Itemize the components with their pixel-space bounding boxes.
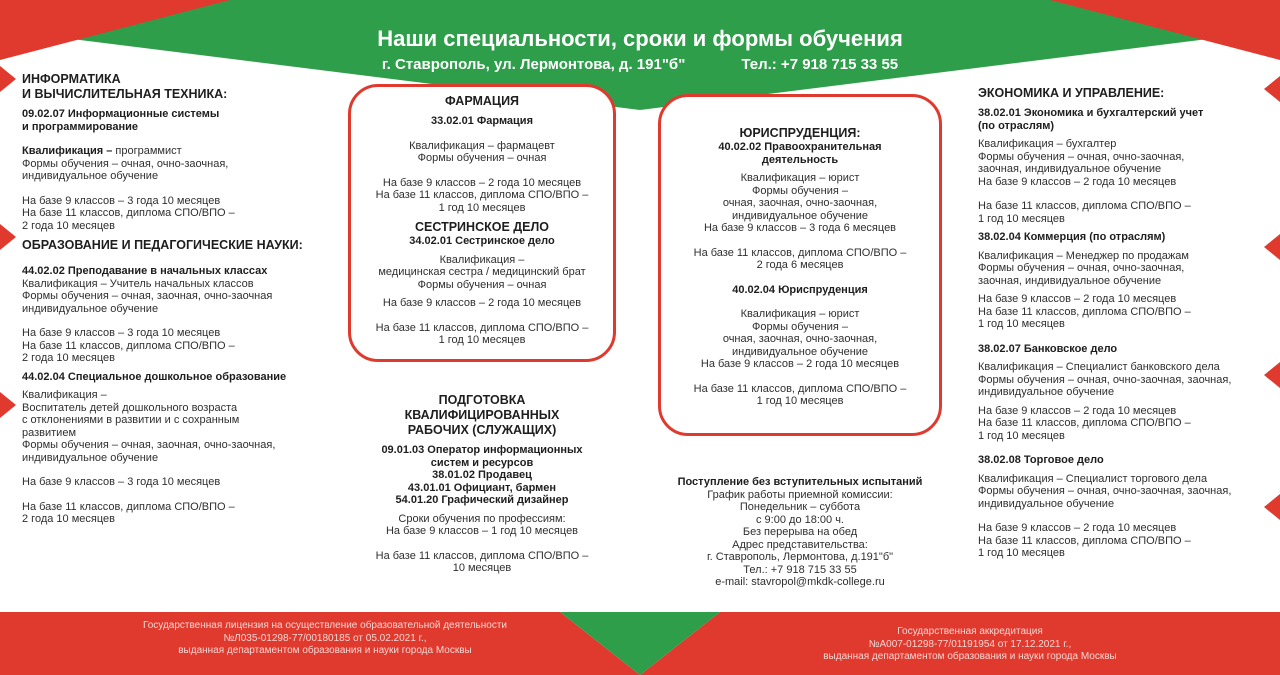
profession-title: 43.01.01 Официант, бармен bbox=[407, 481, 557, 494]
study-forms: Формы обучения – очная, очно-заочная, bbox=[22, 157, 229, 170]
section-heading: РАБОЧИХ (СЛУЖАЩИХ) bbox=[407, 423, 557, 437]
specialty-title: 34.02.01 Сестринское дело bbox=[409, 235, 555, 247]
left-marker-3 bbox=[0, 392, 16, 418]
study-term: 2 года 6 месяцев bbox=[756, 259, 844, 271]
column-informatics-education bbox=[22, 72, 322, 526]
study-forms: Формы обучения – очная, очно-заочная, заочная, bbox=[978, 485, 1232, 497]
qualification: Квалификация – Специалист банковского дела bbox=[978, 361, 1220, 373]
specialty-title: 38.02.04 Коммерция (по отраслям) bbox=[978, 231, 1166, 243]
study-term: На базе 11 классов, диплома СПО/ВПО – bbox=[375, 189, 589, 201]
qualification: Квалификация – юрист bbox=[740, 308, 860, 320]
study-term: На базе 9 классов – 2 года 10 месяцев bbox=[978, 175, 1177, 188]
study-term: На базе 11 классов, диплома СПО/ВПО – bbox=[22, 207, 235, 219]
header-phone: Тел.: +7 918 715 33 55 bbox=[741, 56, 899, 73]
study-term: На базе 11 классов, диплома СПО/ВПО – bbox=[375, 321, 589, 334]
study-term: На базе 9 классов – 2 года 10 месяцев bbox=[382, 297, 582, 309]
study-forms: Формы обучения – очная bbox=[417, 278, 547, 291]
admission-phone: Тел.: +7 918 715 33 55 bbox=[743, 563, 857, 576]
left-marker-1 bbox=[0, 66, 16, 92]
accreditation-line: выданная департаментом образования и науки города Москвы bbox=[823, 651, 1117, 662]
column-pharmacy-nursing bbox=[352, 94, 612, 347]
study-term: На базе 11 классов, диплома СПО/ВПО – bbox=[22, 500, 235, 513]
study-term: На базе 11 классов, диплома СПО/ВПО – bbox=[978, 305, 1191, 318]
admission-address: г. Ставрополь, Лермонтова, д.191"б" bbox=[706, 551, 894, 563]
section-heading: СЕСТРИНСКОЕ ДЕЛО bbox=[415, 220, 549, 234]
study-term: 1 год 10 месяцев bbox=[978, 547, 1065, 559]
study-term: На базе 9 классов – 2 года 10 месяцев bbox=[700, 358, 900, 370]
study-term: Сроки обучения по профессиям: bbox=[398, 512, 566, 525]
section-heading: ЮРИСПРУДЕНЦИЯ: bbox=[739, 126, 861, 140]
qualification: с отклонениями в развитии и с сохранным bbox=[22, 414, 240, 426]
qualification: развитием bbox=[22, 426, 77, 439]
profession-title: 54.01.20 Графический дизайнер bbox=[395, 494, 569, 506]
study-term: 2 года 10 месяцев bbox=[22, 352, 115, 364]
study-forms: индивидуальное обучение bbox=[978, 497, 1115, 510]
study-term: 2 года 10 месяцев bbox=[22, 513, 115, 525]
study-term: На базе 9 классов – 1 год 10 месяцев bbox=[385, 525, 579, 537]
study-forms: заочная, индивидуальное обучение bbox=[978, 274, 1162, 287]
column-economics bbox=[978, 86, 1268, 560]
qualification: Квалификация – бухгалтер bbox=[978, 138, 1117, 150]
admission-heading: Поступление без вступительных испытаний bbox=[677, 476, 923, 488]
license-line: №Л035-01298-77/00180185 от 05.02.2021 г., bbox=[223, 632, 427, 644]
section-heading: И ВЫЧИСЛИТЕЛЬНАЯ ТЕХНИКА: bbox=[22, 87, 228, 101]
study-forms: Формы обучения – очная, очно-заочная, bbox=[978, 150, 1185, 163]
qualification: Квалификация – bbox=[22, 389, 107, 401]
specialty-title: 38.02.08 Торговое дело bbox=[978, 454, 1104, 466]
study-term: На базе 11 классов, диплома СПО/ВПО – bbox=[978, 534, 1191, 547]
profession-title: 38.01.02 Продавец bbox=[432, 469, 532, 481]
qualification: Квалификация – программист bbox=[22, 145, 182, 157]
study-forms: Формы обучения – bbox=[752, 320, 848, 333]
section-heading: КВАЛИФИЦИРОВАННЫХ bbox=[404, 408, 560, 422]
study-forms: индивидуальное обучение bbox=[22, 451, 159, 464]
study-term: На базе 9 классов – 2 года 10 месяцев bbox=[978, 293, 1177, 305]
column-workers-training bbox=[352, 393, 612, 575]
qualification: Квалификация – Менеджер по продажам bbox=[978, 249, 1189, 262]
study-term: На базе 9 классов – 2 года 10 месяцев bbox=[382, 176, 582, 189]
profession-title: систем и ресурсов bbox=[430, 456, 534, 469]
study-term: На базе 9 классов – 3 года 10 месяцев bbox=[22, 476, 221, 488]
admission-line: Понедельник – суббота bbox=[739, 501, 861, 513]
study-forms: индивидуальное обучение bbox=[22, 170, 159, 182]
specialty-title: 38.02.07 Банковское дело bbox=[978, 342, 1118, 355]
study-term: На базе 9 классов – 3 года 10 месяцев bbox=[22, 327, 221, 339]
admission-line: Без перерыва на обед bbox=[742, 526, 858, 538]
specialty-title: 38.02.01 Экономика и бухгалтерский учет bbox=[978, 107, 1204, 119]
specialty-title: 44.02.02 Преподавание в начальных классах bbox=[22, 265, 268, 277]
qualification: Воспитатель детей дошкольного возраста bbox=[22, 401, 238, 414]
study-term: 10 месяцев bbox=[452, 562, 512, 574]
page-title: Наши специальности, сроки и формы обучения bbox=[377, 26, 903, 51]
specialty-title: 33.02.01 Фармация bbox=[430, 115, 533, 127]
profession-title: 09.01.03 Оператор информационных bbox=[381, 444, 583, 456]
specialty-title: 09.02.07 Информационные системы bbox=[22, 108, 220, 120]
study-forms: индивидуальное обучение bbox=[978, 386, 1115, 398]
accreditation-line: №А007-01298-77/01191954 от 17.12.2021 г., bbox=[868, 638, 1072, 650]
specialty-title: 40.02.04 Юриспруденция bbox=[732, 283, 868, 296]
qualification: Квалификация – Учитель начальных классов bbox=[22, 277, 254, 290]
license-line: выданная департаментом образования и науки города Москвы bbox=[178, 645, 472, 656]
page-header bbox=[300, 24, 980, 76]
section-heading: ПОДГОТОВКА bbox=[438, 393, 526, 407]
section-heading: ИНФОРМАТИКА bbox=[22, 72, 121, 86]
study-forms: Формы обучения – очная, очно-заочная, bbox=[978, 262, 1185, 274]
header-contacts bbox=[300, 54, 980, 76]
study-forms: индивидуальное обучение bbox=[731, 209, 869, 222]
study-term: На базе 9 классов – 3 года 6 месяцев bbox=[703, 222, 897, 234]
study-term: На базе 11 классов, диплома СПО/ВПО – bbox=[375, 549, 589, 562]
study-forms: Формы обучения – очная bbox=[417, 152, 547, 164]
study-term: На базе 11 классов, диплома СПО/ВПО – bbox=[22, 339, 235, 352]
study-forms: индивидуальное обучение bbox=[731, 345, 869, 358]
qualification: Квалификация – Специалист торгового дела bbox=[978, 472, 1208, 485]
study-term: 1 год 10 месяцев bbox=[978, 212, 1065, 225]
section-heading: ОБРАЗОВАНИЕ И ПЕДАГОГИЧЕСКИЕ НАУКИ: bbox=[22, 238, 303, 252]
study-term: 1 год 10 месяцев bbox=[978, 429, 1065, 442]
study-forms: заочная, индивидуальное обучение bbox=[978, 163, 1162, 175]
admission-line: Адрес представительства: bbox=[732, 538, 868, 551]
study-forms: очная, заочная, очно-заочная, bbox=[722, 333, 878, 345]
specialty-title: 40.02.02 Правоохранительная bbox=[718, 141, 882, 153]
study-term: 1 год 10 месяцев bbox=[438, 201, 526, 214]
specialty-title: деятельность bbox=[761, 153, 839, 166]
study-forms: очная, заочная, очно-заочная, bbox=[722, 197, 878, 209]
study-term: На базе 11 классов, диплома СПО/ВПО – bbox=[978, 200, 1191, 212]
footer-license bbox=[60, 620, 590, 658]
study-forms: индивидуальное обучение bbox=[22, 302, 159, 315]
admission-line: График работы приемной комиссии: bbox=[707, 488, 893, 501]
study-term: 1 год 10 месяцев bbox=[438, 334, 526, 346]
license-line: Государственная лицензия на осуществление образовательной деятельности bbox=[142, 620, 508, 631]
specialty-title: 44.02.04 Специальное дошкольное образование bbox=[22, 370, 287, 383]
accreditation-line: Государственная аккредитация bbox=[897, 626, 1043, 637]
study-forms: Формы обучения – очная, заочная, очно-заочная, bbox=[22, 439, 276, 451]
study-term: 1 год 10 месяцев bbox=[756, 395, 844, 407]
study-forms: Формы обучения – bbox=[752, 184, 848, 197]
study-term: 2 года 10 месяцев bbox=[22, 219, 115, 232]
section-heading: ФАРМАЦИЯ bbox=[444, 94, 520, 108]
study-forms: Формы обучения – очная, заочная, очно-заочная bbox=[22, 290, 273, 302]
section-heading: ЭКОНОМИКА И УПРАВЛЕНИЕ: bbox=[978, 86, 1165, 100]
specialty-title: (по отраслям) bbox=[978, 119, 1055, 132]
specialty-title: и программирование bbox=[22, 120, 139, 133]
qualification: медицинская сестра / медицинский брат bbox=[378, 266, 586, 278]
study-term: На базе 11 классов, диплома СПО/ВПО – bbox=[978, 417, 1191, 429]
study-term: На базе 9 классов – 3 года 10 месяцев bbox=[22, 194, 221, 207]
qualification: Квалификация – bbox=[439, 253, 525, 266]
left-marker-2 bbox=[0, 224, 16, 250]
qualification: Квалификация – фармацевт bbox=[409, 139, 555, 152]
header-address: г. Ставрополь, ул. Лермонтова, д. 191"б" bbox=[381, 56, 686, 73]
footer-accreditation bbox=[740, 626, 1200, 664]
study-term: На базе 9 классов – 2 года 10 месяцев bbox=[978, 522, 1177, 534]
study-term: На базе 9 классов – 2 года 10 месяцев bbox=[978, 404, 1177, 417]
admission-line: с 9:00 до 18:00 ч. bbox=[756, 513, 844, 526]
study-term: На базе 11 классов, диплома СПО/ВПО – bbox=[693, 246, 907, 259]
study-forms: Формы обучения – очная, очно-заочная, заочная, bbox=[978, 373, 1232, 386]
study-term: 1 год 10 месяцев bbox=[978, 318, 1065, 330]
qualification: Квалификация – юрист bbox=[740, 172, 860, 184]
admission-email[interactable]: e-mail: stavropol@mkdk-college.ru bbox=[715, 576, 885, 588]
admission-info bbox=[662, 476, 938, 589]
study-term: На базе 11 классов, диплома СПО/ВПО – bbox=[693, 382, 907, 395]
column-law bbox=[662, 126, 938, 408]
